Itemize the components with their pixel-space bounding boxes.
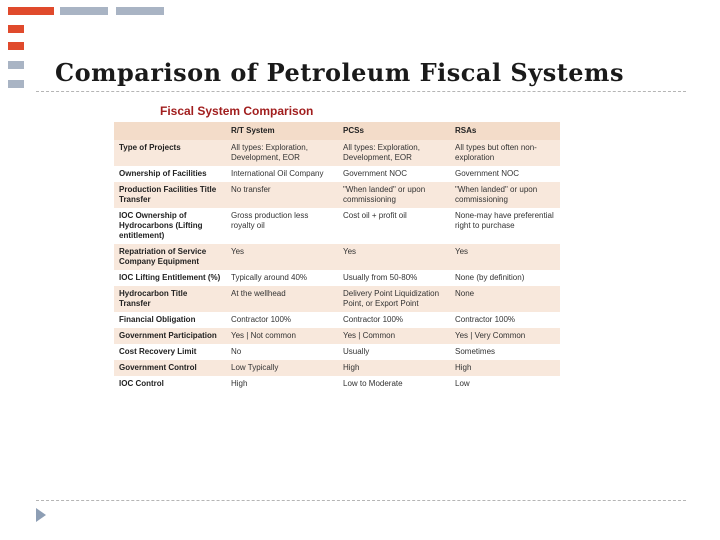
rt-system-cell: All types: Exploration, Development, EOR (226, 140, 338, 166)
row-label-cell: Production Facilities Title Transfer (114, 182, 226, 208)
rt-system-cell: No (226, 344, 338, 360)
table-row (114, 208, 560, 244)
column-header: R/T System (226, 122, 338, 140)
accent-square (8, 25, 24, 33)
row-label-cell: IOC Ownership of Hydrocarbons (Lifting entitlement) (114, 208, 226, 244)
row-label-cell: Cost Recovery Limit (114, 344, 226, 360)
pcs-cell: Low to Moderate (338, 376, 450, 392)
rsa-cell: Yes (450, 244, 560, 270)
pcs-cell: Usually from 50-80% (338, 270, 450, 286)
rt-system-cell: High (226, 376, 338, 392)
rsa-cell: None (by definition) (450, 270, 560, 286)
footer-divider (36, 500, 686, 501)
rsa-cell: All types but often non-exploration (450, 140, 560, 166)
table-row (114, 166, 560, 182)
row-label-cell: Government Participation (114, 328, 226, 344)
rsa-cell: High (450, 360, 560, 376)
row-label-cell: Government Control (114, 360, 226, 376)
pcs-cell: Delivery Point Liquidization Point, or Export Point (338, 286, 450, 312)
table-row (114, 328, 560, 344)
rt-system-cell: International Oil Company (226, 166, 338, 182)
column-header (114, 122, 226, 140)
rsa-cell: None (450, 286, 560, 312)
table-row (114, 360, 560, 376)
header-bar (60, 7, 108, 15)
accent-square (8, 42, 24, 50)
table-row (114, 376, 560, 392)
table-row (114, 182, 560, 208)
rt-system-cell: Gross production less royalty oil (226, 208, 338, 244)
slide-title: Comparison of Petroleum Fiscal Systems (55, 58, 624, 87)
pcs-cell: "When landed" or upon commissioning (338, 182, 450, 208)
table-row (114, 344, 560, 360)
row-label-cell: IOC Control (114, 376, 226, 392)
rsa-cell: Government NOC (450, 166, 560, 182)
column-header: RSAs (450, 122, 560, 140)
rt-system-cell: No transfer (226, 182, 338, 208)
pcs-cell: High (338, 360, 450, 376)
table-row (114, 244, 560, 270)
pcs-cell: Yes | Common (338, 328, 450, 344)
rt-system-cell: Low Typically (226, 360, 338, 376)
table-heading: Fiscal System Comparison (114, 100, 560, 122)
pcs-cell: Contractor 100% (338, 312, 450, 328)
comparison-table-image (114, 100, 560, 392)
pcs-cell: All types: Exploration, Development, EOR (338, 140, 450, 166)
side-square (8, 80, 24, 88)
table-row (114, 312, 560, 328)
header-bar (116, 7, 164, 15)
title-divider (36, 91, 686, 92)
rt-system-cell: Yes (226, 244, 338, 270)
table-row (114, 286, 560, 312)
pcs-cell: Government NOC (338, 166, 450, 182)
accent-bar (8, 7, 54, 15)
rt-system-cell: At the wellhead (226, 286, 338, 312)
play-arrow-icon (36, 508, 46, 522)
rsa-cell: Sometimes (450, 344, 560, 360)
table-row (114, 270, 560, 286)
rsa-cell: Contractor 100% (450, 312, 560, 328)
rsa-cell: Low (450, 376, 560, 392)
rt-system-cell: Typically around 40% (226, 270, 338, 286)
table-row (114, 140, 560, 166)
column-header: PCSs (338, 122, 450, 140)
rsa-cell: "When landed" or upon commissioning (450, 182, 560, 208)
rt-system-cell: Yes | Not common (226, 328, 338, 344)
row-label-cell: Hydrocarbon Title Transfer (114, 286, 226, 312)
rt-system-cell: Contractor 100% (226, 312, 338, 328)
row-label-cell: Financial Obligation (114, 312, 226, 328)
row-label-cell: Repatriation of Service Company Equipment (114, 244, 226, 270)
comparison-table (114, 122, 560, 392)
pcs-cell: Yes (338, 244, 450, 270)
side-square (8, 61, 24, 69)
table-header-row (114, 122, 560, 140)
row-label-cell: Type of Projects (114, 140, 226, 166)
row-label-cell: IOC Lifting Entitlement (%) (114, 270, 226, 286)
rsa-cell: None-may have preferential right to purchase (450, 208, 560, 244)
row-label-cell: Ownership of Facilities (114, 166, 226, 182)
pcs-cell: Usually (338, 344, 450, 360)
rsa-cell: Yes | Very Common (450, 328, 560, 344)
pcs-cell: Cost oil + profit oil (338, 208, 450, 244)
